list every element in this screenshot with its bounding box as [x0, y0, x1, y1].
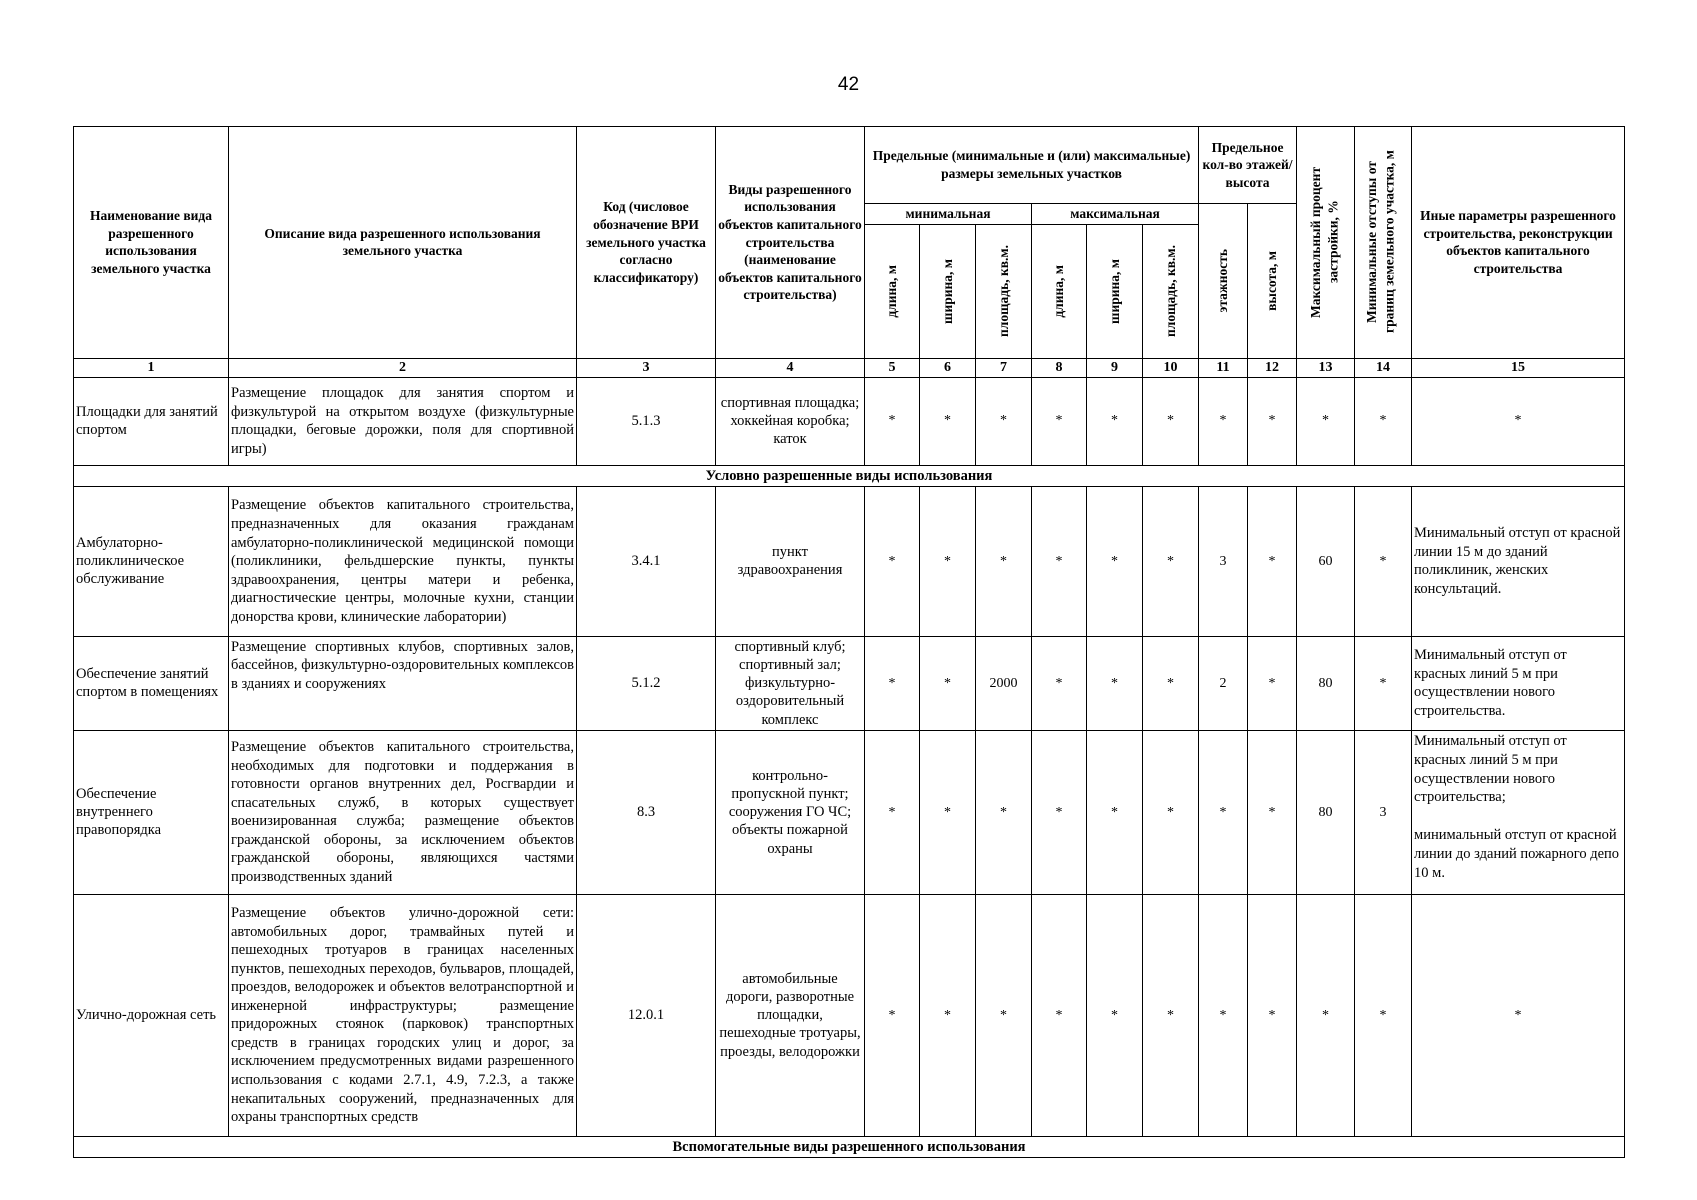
- row-min-width: *: [920, 636, 976, 730]
- header-coverage: [1297, 127, 1355, 359]
- row-setback: 3: [1355, 730, 1412, 894]
- row-notes: Минимальный отступ от красных линий 5 м при осуществлении нового строительства.: [1412, 636, 1625, 730]
- header-floors-group: Предельное кол-во этажей/ высота: [1199, 127, 1297, 204]
- row-min-width: *: [920, 730, 976, 894]
- row-description: Размещение спортивных клубов, спортивных залов, бассейнов, физкультурно-оздоровительных комплексов в зданиях и сооружениях: [229, 636, 577, 730]
- row-coverage: *: [1297, 377, 1355, 465]
- column-number: 4: [716, 358, 865, 377]
- row-objects: спортивная площадка; хоккейная коробка; каток: [716, 377, 865, 465]
- row-min-length: *: [865, 377, 920, 465]
- row-max-width: *: [1087, 636, 1143, 730]
- row-objects: контрольно-пропускной пункт; сооружения ГО ЧС; объекты пожарной охраны: [716, 730, 865, 894]
- row-max-width: *: [1087, 730, 1143, 894]
- table-row: [74, 894, 1625, 1136]
- row-notes: *: [1412, 894, 1625, 1136]
- column-number: 15: [1412, 358, 1625, 377]
- row-description: Размещение объектов капитального строительства, предназначенных для оказания гражданам амбулаторно-поликлинической медицинской помощи (поликлиники, фельдшерские пункты, пункты здравоохранения, центры матери и ребенка, диагностические центры, молочные кухни, станции донорства крови, клинические лаборатории): [229, 486, 577, 636]
- table-row: [74, 486, 1625, 636]
- row-min-length: *: [865, 730, 920, 894]
- header-max-area: [1143, 224, 1199, 358]
- row-objects: автомобильные дороги, разворотные площадки, пешеходные тротуары, проезды, велодорожки: [716, 894, 865, 1136]
- row-height: *: [1248, 894, 1297, 1136]
- row-max-length: *: [1032, 636, 1087, 730]
- row-height: *: [1248, 486, 1297, 636]
- row-setback: *: [1355, 636, 1412, 730]
- row-floors: *: [1199, 730, 1248, 894]
- row-setback: *: [1355, 894, 1412, 1136]
- section-title: Вспомогательные виды разрешенного использования: [74, 1136, 1625, 1157]
- column-number: 11: [1199, 358, 1248, 377]
- row-coverage: 60: [1297, 486, 1355, 636]
- column-number: 13: [1297, 358, 1355, 377]
- zoning-parameters-table: [73, 126, 1625, 1158]
- row-code: 3.4.1: [577, 486, 716, 636]
- row-code: 5.1.3: [577, 377, 716, 465]
- row-max-length: *: [1032, 730, 1087, 894]
- row-min-area: *: [976, 894, 1032, 1136]
- row-height: *: [1248, 730, 1297, 894]
- row-name: Амбулаторно-поликлиническое обслуживание: [74, 486, 229, 636]
- row-max-length: *: [1032, 486, 1087, 636]
- row-min-area: *: [976, 730, 1032, 894]
- row-name: Улично-дорожная сеть: [74, 894, 229, 1136]
- row-setback: *: [1355, 377, 1412, 465]
- header-min-length: [865, 224, 920, 358]
- column-number: 12: [1248, 358, 1297, 377]
- row-max-area: *: [1143, 894, 1199, 1136]
- row-min-area: *: [976, 486, 1032, 636]
- section-row: [74, 1136, 1625, 1157]
- column-number: 6: [920, 358, 976, 377]
- row-max-area: *: [1143, 377, 1199, 465]
- header-min: минимальная: [865, 204, 1032, 225]
- header-floors-text: этажность: [1215, 249, 1231, 313]
- header-height-text: высота, м: [1264, 250, 1280, 311]
- row-description: Размещение объектов капитального строительства, необходимых для подготовки и поддержания в готовности органов внутренних дел, Росгвардии и спасательных служб, в которых существует военизированная служба; размещение объектов гражданской обороны, за исключением объектов гражданской обороны, являющихся частями производственных зданий: [229, 730, 577, 894]
- row-setback: *: [1355, 486, 1412, 636]
- row-height: *: [1248, 377, 1297, 465]
- header-min-area: [976, 224, 1032, 358]
- row-notes: [1412, 730, 1625, 894]
- table-header: [74, 127, 1625, 378]
- row-min-area: *: [976, 377, 1032, 465]
- row-max-area: *: [1143, 636, 1199, 730]
- section-row: [74, 465, 1625, 486]
- header-max-width-text: ширина, м: [1106, 258, 1122, 324]
- header-setback: [1355, 127, 1412, 359]
- section-title: Условно разрешенные виды использования: [74, 465, 1625, 486]
- column-number: 7: [976, 358, 1032, 377]
- header-max-width: [1087, 224, 1143, 358]
- row-max-width: *: [1087, 894, 1143, 1136]
- column-number: 14: [1355, 358, 1412, 377]
- row-floors: *: [1199, 894, 1248, 1136]
- row-name: Площадки для занятий спортом: [74, 377, 229, 465]
- row-name: Обеспечение внутреннего правопорядка: [74, 730, 229, 894]
- header-setback-text: Минимальные отступы от границ земельного участка, м: [1364, 150, 1397, 334]
- header-height: [1248, 204, 1297, 359]
- row-floors: 3: [1199, 486, 1248, 636]
- row-objects: пункт здравоохранения: [716, 486, 865, 636]
- header-floors: [1199, 204, 1248, 359]
- header-min-area-text: площадь, кв.м.: [995, 245, 1011, 338]
- row-code: 5.1.2: [577, 636, 716, 730]
- row-height: *: [1248, 636, 1297, 730]
- table-body: [74, 377, 1625, 1157]
- row-name: Обеспечение занятий спортом в помещениях: [74, 636, 229, 730]
- row-max-area: *: [1143, 730, 1199, 894]
- table-row: [74, 730, 1625, 894]
- row-code: 12.0.1: [577, 894, 716, 1136]
- row-min-width: *: [920, 894, 976, 1136]
- column-numbers-row: [74, 358, 1625, 377]
- column-number: 10: [1143, 358, 1199, 377]
- row-min-length: *: [865, 486, 920, 636]
- row-floors: *: [1199, 377, 1248, 465]
- row-description: Размещение площадок для занятия спортом и физкультурой на открытом воздухе (физкультурные площадки, беговые дорожки, поля для спортивной игры): [229, 377, 577, 465]
- header-min-length-text: длина, м: [884, 264, 900, 318]
- row-coverage: 80: [1297, 730, 1355, 894]
- column-number: 5: [865, 358, 920, 377]
- row-coverage: 80: [1297, 636, 1355, 730]
- row-max-length: *: [1032, 377, 1087, 465]
- row-description: Размещение объектов улично-дорожной сети: автомобильных дорог, трамвайных путей и пешеходных тротуаров в границах населенных пунктов, пешеходных переходов, бульваров, площадей, проездов, велодорожек и объектов велотранспортной и инженерной инфраструктуры; размещение придорожных стоянок (парковок) транспортных средств в границах городских улиц и дорог, за исключением предусмотренных видами разрешенного использования с кодами 2.7.1, 4.9, 7.2.3, а также некапитальных сооружений, предназначенных для охраны транспортных средств: [229, 894, 577, 1136]
- row-max-width: *: [1087, 486, 1143, 636]
- row-min-length: *: [865, 636, 920, 730]
- notes-spacer: [1414, 807, 1622, 826]
- column-number: 1: [74, 358, 229, 377]
- header-code: Код (числовое обозначение ВРИ земельного участка согласно классификатору): [577, 127, 716, 359]
- column-number: 3: [577, 358, 716, 377]
- row-min-area: 2000: [976, 636, 1032, 730]
- row-objects: спортивный клуб; спортивный зал; физкультурно-оздоровительный комплекс: [716, 636, 865, 730]
- row-floors: 2: [1199, 636, 1248, 730]
- row-max-width: *: [1087, 377, 1143, 465]
- header-min-width-text: ширина, м: [939, 258, 955, 324]
- table-row: [74, 636, 1625, 730]
- header-max-length: [1032, 224, 1087, 358]
- page-number: 42: [837, 74, 860, 95]
- column-number: 2: [229, 358, 577, 377]
- header-description: Описание вида разрешенного использования земельного участка: [229, 127, 577, 359]
- row-code: 8.3: [577, 730, 716, 894]
- column-number: 9: [1087, 358, 1143, 377]
- row-max-length: *: [1032, 894, 1087, 1136]
- header-plot-sizes: Предельные (минимальные и (или) максимальные) размеры земельных участков: [865, 127, 1199, 204]
- row-min-width: *: [920, 486, 976, 636]
- row-max-area: *: [1143, 486, 1199, 636]
- header-coverage-text: Максимальный процент застройки, %: [1307, 166, 1341, 318]
- header-objects: Виды разрешенного использования объектов капитального строительства (наименование объектов капитального строительства): [716, 127, 865, 359]
- header-name: Наименование вида разрешенного использования земельного участка: [74, 127, 229, 359]
- table-row: [74, 377, 1625, 465]
- row-min-width: *: [920, 377, 976, 465]
- row-min-length: *: [865, 894, 920, 1136]
- row-notes-part1: Минимальный отступ от красных линий 5 м при осуществлении нового строительства;: [1414, 732, 1567, 806]
- row-notes: Минимальный отступ от красной линии 15 м до зданий поликлиник, женских консультаций.: [1412, 486, 1625, 636]
- header-max: максимальная: [1032, 204, 1199, 225]
- header-min-width: [920, 224, 976, 358]
- row-notes: *: [1412, 377, 1625, 465]
- row-coverage: *: [1297, 894, 1355, 1136]
- header-max-length-text: длина, м: [1051, 264, 1067, 318]
- row-notes-part2: минимальный отступ от красной линии до зданий пожарного депо 10 м.: [1414, 827, 1620, 881]
- column-number: 8: [1032, 358, 1087, 377]
- header-max-area-text: площадь, кв.м.: [1162, 245, 1178, 338]
- header-other-params: Иные параметры разрешенного строительства, реконструкции объектов капитального строительства: [1412, 127, 1625, 359]
